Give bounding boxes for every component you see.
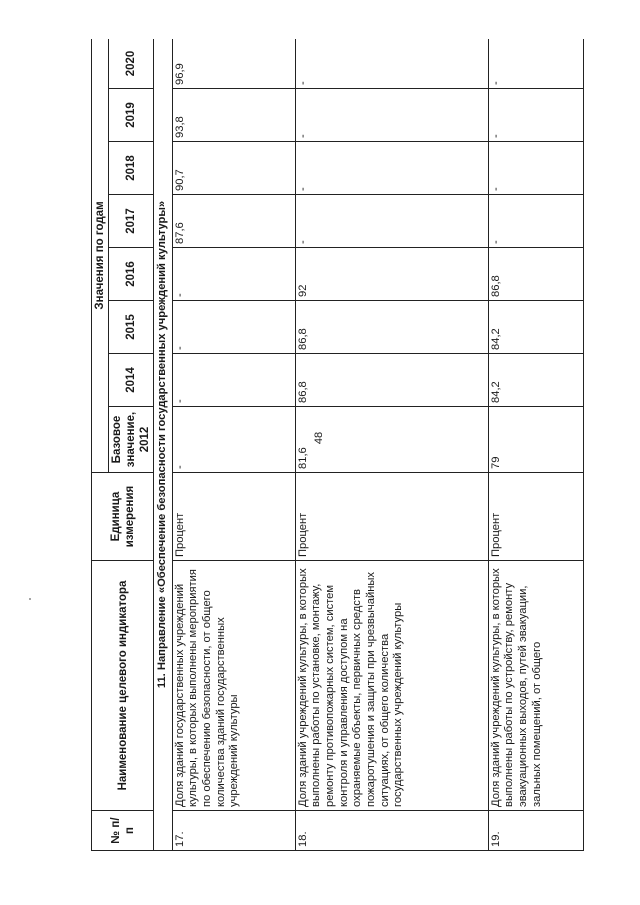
- header-year: 2014: [109, 354, 154, 407]
- header-unit: Единица измерения: [92, 473, 154, 561]
- cell-value: 86,8: [295, 354, 488, 407]
- header-year: 2020: [109, 39, 154, 89]
- header-year: 2017: [109, 195, 154, 248]
- cell-base: -: [172, 407, 295, 473]
- header-year: 2018: [109, 142, 154, 195]
- table-header: [92, 39, 154, 851]
- scan-speck: [29, 598, 31, 600]
- table-row: [295, 39, 488, 851]
- cell-indicator-name: Доля зданий учреждений культуры, в которых выполнены работы по устройству, ремонту эвакуационных выходов, путей эвакуации, зальных помещений, от общего: [488, 561, 583, 811]
- cell-unit: Процент: [295, 473, 488, 561]
- cell-value: -: [172, 248, 295, 301]
- header-base: Базовое значение, 2012: [109, 407, 154, 473]
- header-name: Наименование целевого индикатора: [92, 561, 154, 811]
- cell-value: -: [488, 39, 583, 89]
- indicator-table-frame: [91, 39, 620, 851]
- cell-value: 86,8: [488, 248, 583, 301]
- cell-value: -: [488, 89, 583, 142]
- cell-unit: Процент: [488, 473, 583, 561]
- cell-num: 17.: [172, 811, 295, 851]
- cell-value: 86,8: [295, 301, 488, 354]
- header-year: 2016: [109, 248, 154, 301]
- cell-value: 90,7: [172, 142, 295, 195]
- cell-indicator-name: Доля зданий государственных учреждений культуры, в которых выполнены мероприятия по обеспечению безопасности, от общего количества зданий государственных учреждений культуры: [172, 561, 295, 811]
- header-values-group: Значения по годам: [92, 39, 109, 473]
- cell-value: -: [488, 142, 583, 195]
- cell-value: -: [295, 89, 488, 142]
- table-row: [172, 39, 295, 851]
- indicator-table: [91, 39, 584, 851]
- cell-value: -: [172, 301, 295, 354]
- cell-value: 92: [295, 248, 488, 301]
- cell-value: 84,2: [488, 301, 583, 354]
- cell-unit: Процент: [172, 473, 295, 561]
- cell-value: -: [295, 195, 488, 248]
- table-row: [488, 39, 583, 851]
- header-num: № п/п: [92, 811, 154, 851]
- section-title: 11. Направление «Обеспечение безопасности государственных учреждений культуры»: [154, 39, 173, 851]
- page-number: 48: [313, 431, 326, 445]
- header-year: 2015: [109, 301, 154, 354]
- cell-num: 18.: [295, 811, 488, 851]
- cell-value: 87,6: [172, 195, 295, 248]
- rotated-page-content: [91, 39, 620, 851]
- cell-indicator-name: Доля зданий учреждений культуры, в которых выполнены работы по установке, монтажу, ремонту противопожарных систем, систем контроля и управления доступом на охраняемые объекты, первичных средств пожаротушения и защиты при чрезвычайных ситуациях, от общего количества государственных учреждений культуры: [295, 561, 488, 811]
- cell-value: -: [295, 142, 488, 195]
- cell-base: 79: [488, 407, 583, 473]
- section-row: [154, 39, 173, 851]
- cell-value: -: [488, 195, 583, 248]
- cell-value: -: [295, 39, 488, 89]
- header-year: 2019: [109, 89, 154, 142]
- cell-value: 96,9: [172, 39, 295, 89]
- cell-value: 93,8: [172, 89, 295, 142]
- cell-num: 19.: [488, 811, 583, 851]
- cell-value: 84,2: [488, 354, 583, 407]
- cell-value: -: [172, 354, 295, 407]
- cell-base: 81,6: [295, 407, 488, 473]
